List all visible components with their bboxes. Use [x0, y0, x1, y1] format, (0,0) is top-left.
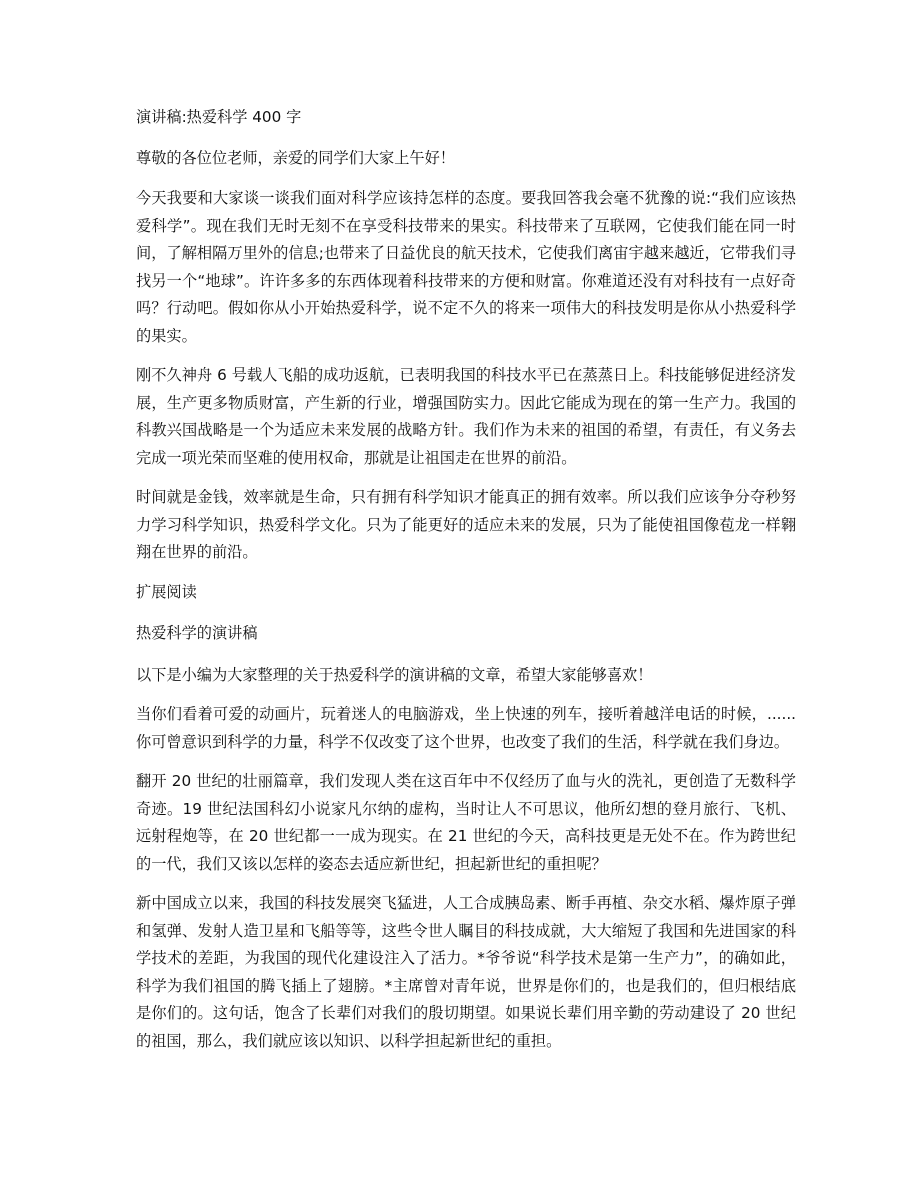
intro-paragraph: 以下是小编为大家整理的关于热爱科学的演讲稿的文章，希望大家能够喜欢！ — [136, 665, 653, 684]
paragraph: 时间就是金钱，效率就是生命，只有拥有科学知识才能真正的拥有效率。所以我们应该争分夺秒努力学习科学知识，热爱科学文化。只为了能更好的适应未来的发展，只为了能使祖国像苞龙一样翱翔在世界的前沿。 — [136, 488, 796, 561]
greeting: 尊敬的各位位老师，亲爱的同学们大家上午好！ — [136, 148, 455, 167]
paragraph: 翻开 20 世纪的壮丽篇章，我们发现人类在这百年中不仅经历了血与火的洗礼，更创造了无数科学奇迹。19 世纪法国科幻小说家凡尔纳的虚构，当时让人不可思议，他所幻想的登月旅行、飞机、远射程炮等，在 20 世纪都一一成为现实。在 21 世纪的今天，高科技更是无处不在。作为跨世纪的一代，我们又该以怎样的姿态去适应新世纪，担起新世纪的重担呢？ — [136, 772, 796, 873]
paragraph: 刚不久神舟 6 号载人飞船的成功返航，已表明我国的科技水平已在蒸蒸日上。科技能够促进经济发展，生产更多物质财富，产生新的行业，增强国防实力。因此它能成为现在的第一生产力。我国的科教兴国战略是一个为适应未来发展的战略方针。我们作为未来的祖国的希望，有责任，有义务去完成一项光荣而坚难的使用权命，那就是让祖国走在世界的前沿。 — [136, 366, 796, 467]
paragraph: 当你们看着可爱的动画片，玩着迷人的电脑游戏，坐上快速的列车，接听着越洋电话的时候，......你可曾意识到科学的力量，科学不仅改变了这个世界，也改变了我们的生活，科学就在我们身边。 — [136, 705, 796, 751]
document-page — [136, 104, 796, 1067]
document-title: 演讲稿:热爱科学 400 字 — [136, 108, 302, 126]
paragraph: 新中国成立以来，我国的科技发展突飞猛进，人工合成胰岛素、断手再植、杂交水稻、爆炸原子弹和氢弹、发射人造卫星和飞船等等，这些令世人瞩目的科技成就，大大缩短了我国和先进国家的科学技术的差距，为我国的现代化建设注入了活力。*爷爷说“科学技术是第一生产力”，的确如此，科学为我们祖国的腾飞插上了翅膀。*主席曾对青年说，世界是你们的，也是我们的，但归根结底是你们的。这句话，饱含了长辈们对我们的殷切期望。如果说长辈们用辛勤的劳动建设了 20 世纪的祖国，那么，我们就应该以知识、以科学担起新世纪的重担。 — [136, 894, 796, 1050]
extended-article-title: 热爱科学的演讲稿 — [136, 624, 258, 642]
extended-reading-heading: 扩展阅读 — [136, 582, 197, 601]
paragraph: 今天我要和大家谈一谈我们面对科学应该持怎样的态度。要我回答我会毫不犹豫的说:“我们应该热爱科学”。现在我们无时无刻不在享受科技带来的果实。科技带来了互联网，它使我们能在同一时间，了解相隔万里外的信息;也带来了日益优良的航天技术，它使我们离宙宇越来越近，它带我们寻找另一个“地球”。许许多多的东西体现着科技带来的方便和财富。你难道还没有对科技有一点好奇吗？行动吧。假如你从小开始热爱科学，说不定不久的将来一项伟大的科技发明是你从小热爱科学的果实。 — [136, 189, 796, 345]
